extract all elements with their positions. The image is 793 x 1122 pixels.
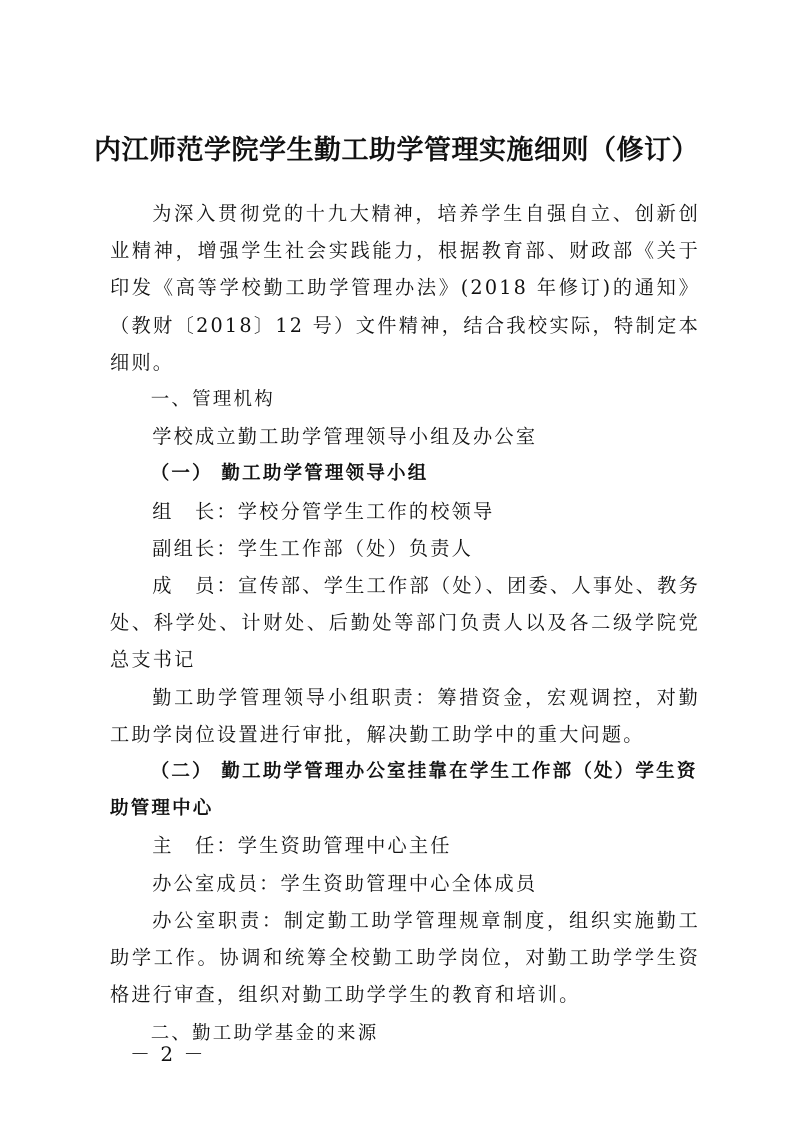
- page-number: － 2 －: [130, 1042, 206, 1066]
- director-line: 主 任：学生资助管理中心主任: [152, 834, 452, 858]
- members-paragraph: 成 员：宣传部、学生工作部（处）、团委、人事处、教务处、科学处、计财处、后勤处等部门负责人以及各二级学院党总支书记: [110, 574, 700, 672]
- subsection-heading-office: （二） 勤工助学管理办公室挂靠在学生工作部（处）学生资助管理中心: [110, 761, 698, 820]
- leader-line: 组 长：学校分管学生工作的校领导: [152, 499, 495, 523]
- document-body: [110, 195, 700, 1053]
- office-members-line: 办公室成员：学生资助管理中心全体成员: [152, 871, 538, 895]
- deputy-leader-line: 副组长：学生工作部（处）负责人: [152, 536, 474, 560]
- subsection-heading-leading-group: （一） 勤工助学管理领导小组: [150, 463, 429, 485]
- section-heading-management: 一、管理机构: [150, 389, 275, 411]
- section-intro-paragraph: 学校成立勤工助学管理领导小组及办公室: [152, 425, 538, 449]
- page-title: 内江师范学院学生勤工助学管理实施细则（修订）: [94, 135, 699, 167]
- intro-paragraph: 为深入贯彻党的十九大精神，培养学生自强自立、创新创业精神，增强学生社会实践能力，根据教育部、财政部《关于印发《高等学校勤工助学管理办法》(2018 年修订)的通知》（教财〔2018〕12 号）文件精神，结合我校实际，特制定本细则。: [110, 202, 700, 374]
- section-heading-fund-source: 二、勤工助学基金的来源: [150, 1023, 379, 1045]
- office-duties-paragraph: 办公室职责：制定勤工助学管理规章制度，组织实施勤工助学工作。协调和统筹全校勤工助学岗位，对勤工助学学生资格进行审查，组织对勤工助学学生的教育和培训。: [110, 908, 700, 1007]
- group-duties-paragraph: 勤工助学管理领导小组职责：筹措资金，宏观调控，对勤工助学岗位设置进行审批，解决勤工助学中的重大问题。: [110, 685, 700, 746]
